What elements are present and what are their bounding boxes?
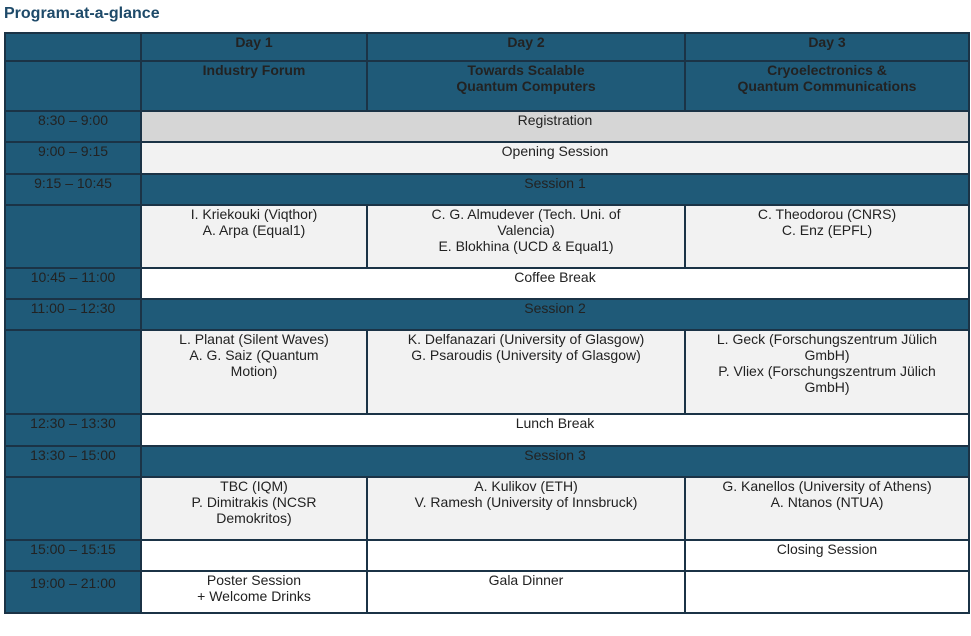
day2-speakers (367, 205, 685, 268)
session1-speakers-row (5, 205, 969, 268)
day3-speakers (685, 477, 969, 540)
speaker-line: V. Ramesh (University of Innsbruck) (414, 494, 638, 510)
session2-row (5, 299, 969, 330)
time-slot: 9:15 – 10:45 (5, 174, 141, 205)
poster-session-cell (141, 571, 367, 613)
speaker-line: GmbH) (804, 347, 850, 363)
speaker-line: A. Arpa (Equal1) (202, 222, 306, 238)
day2-theme (367, 61, 685, 111)
day2-theme-line: Towards Scalable (467, 62, 585, 78)
session2-title: Session 2 (141, 299, 969, 330)
time-slot: 19:00 – 21:00 (5, 571, 141, 613)
gala-dinner-cell: Gala Dinner (367, 571, 685, 613)
time-slot: 13:30 – 15:00 (5, 446, 141, 477)
day3-empty (685, 571, 969, 613)
time-slot: 10:45 – 11:00 (5, 268, 141, 299)
speaker-line: P. Dimitrakis (NCSR (191, 494, 317, 510)
session3-speakers-row (5, 477, 969, 540)
speaker-line: A. Ntanos (NTUA) (770, 494, 884, 510)
event-line: Poster Session (206, 572, 302, 588)
day1-speakers (141, 330, 367, 414)
speaker-line: E. Blokhina (UCD & Equal1) (438, 238, 614, 254)
speaker-line: C. Theodorou (CNRS) (757, 206, 897, 222)
day1-empty (141, 540, 367, 571)
lunch-break-cell: Lunch Break (141, 414, 969, 446)
speaker-line: G. Kanellos (University of Athens) (722, 478, 932, 494)
theme-corner (5, 61, 141, 111)
speaker-line: Valencia) (497, 222, 555, 238)
day3-theme (685, 61, 969, 111)
speaker-line: L. Geck (Forschungszentrum Jülich (716, 331, 938, 347)
day2-empty (367, 540, 685, 571)
day1-theme (141, 61, 367, 111)
lunch-row (5, 414, 969, 446)
day1-speakers (141, 477, 367, 540)
speaker-line: TBC (IQM) (220, 478, 288, 494)
day2-speakers (367, 477, 685, 540)
speaker-line: GmbH) (804, 379, 850, 395)
day3-speakers (685, 330, 969, 414)
program-table (4, 32, 970, 614)
time-slot: 11:00 – 12:30 (5, 299, 141, 330)
day3-theme-line: Cryoelectronics & (767, 62, 887, 78)
time-slot-empty (5, 330, 141, 414)
day1-header: Day 1 (141, 33, 367, 61)
speaker-line: G. Psaroudis (University of Glasgow) (411, 347, 641, 363)
speaker-line: Motion) (230, 363, 278, 379)
day3-theme-line: Quantum Communications (737, 78, 917, 94)
theme-row (5, 61, 969, 111)
header-corner (5, 33, 141, 61)
coffee-break-cell: Coffee Break (141, 268, 969, 299)
time-slot: 12:30 – 13:30 (5, 414, 141, 446)
time-slot-empty (5, 205, 141, 268)
closing-row (5, 540, 969, 571)
evening-row (5, 571, 969, 613)
day2-theme-line: Quantum Computers (456, 78, 596, 94)
closing-session-cell: Closing Session (685, 540, 969, 571)
time-slot: 15:00 – 15:15 (5, 540, 141, 571)
speaker-line: A. Kulikov (ETH) (474, 478, 578, 494)
opening-session-cell: Opening Session (141, 142, 969, 174)
speaker-line: I. Kriekouki (Viqthor) (190, 206, 318, 222)
session3-row (5, 446, 969, 477)
speaker-line: L. Planat (Silent Waves) (179, 331, 329, 347)
day1-speakers (141, 205, 367, 268)
time-slot: 9:00 – 9:15 (5, 142, 141, 174)
speaker-line: C. G. Almudever (Tech. Uni. of (431, 206, 621, 222)
session2-speakers-row (5, 330, 969, 414)
speaker-line: A. G. Saiz (Quantum (189, 347, 319, 363)
speaker-line: C. Enz (EPFL) (781, 222, 873, 238)
session1-title: Session 1 (141, 174, 969, 205)
registration-cell: Registration (141, 111, 969, 142)
day2-speakers (367, 330, 685, 414)
day3-speakers (685, 205, 969, 268)
time-slot-empty (5, 477, 141, 540)
page-title: Program-at-a-glance (4, 5, 160, 22)
speaker-line: K. Delfanazari (University of Glasgow) (407, 331, 645, 347)
speaker-line: P. Vliex (Forschungszentrum Jülich (718, 363, 936, 379)
time-slot: 8:30 – 9:00 (5, 111, 141, 142)
session1-row (5, 174, 969, 205)
coffee-row (5, 268, 969, 299)
day2-header: Day 2 (367, 33, 685, 61)
speaker-line: Demokritos) (216, 510, 292, 526)
event-line: + Welcome Drinks (197, 588, 311, 604)
day1-theme-line: Industry Forum (202, 62, 306, 78)
day-header-row (5, 33, 969, 61)
opening-row (5, 142, 969, 174)
registration-row (5, 111, 969, 142)
day3-header: Day 3 (685, 33, 969, 61)
session3-title: Session 3 (141, 446, 969, 477)
